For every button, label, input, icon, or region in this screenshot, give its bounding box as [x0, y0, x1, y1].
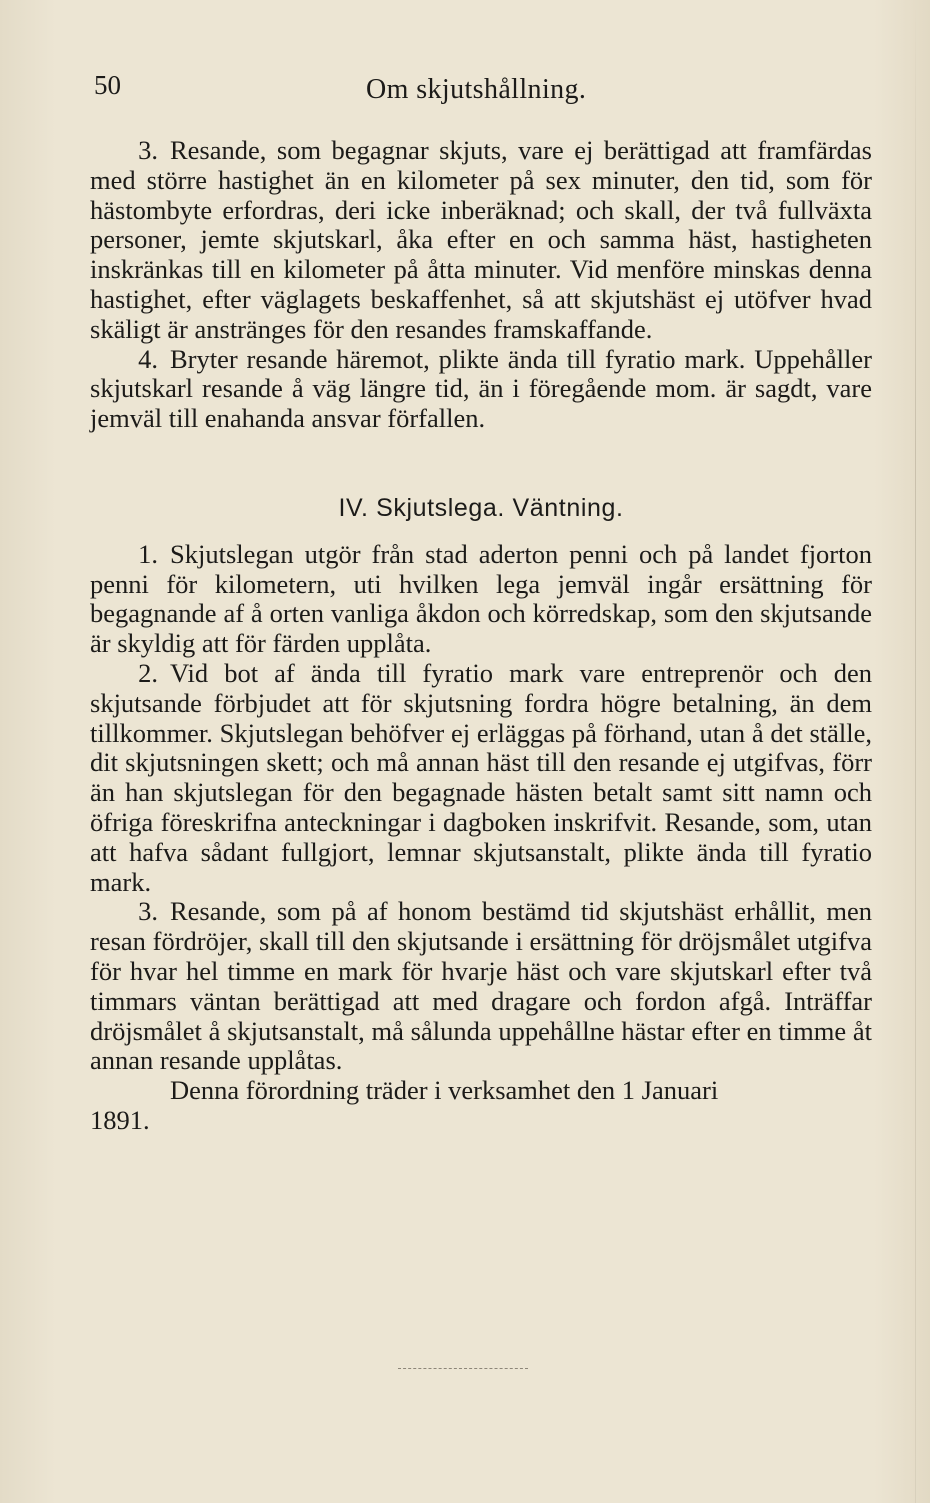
paragraph-number: 3. — [138, 896, 158, 927]
paragraph-iv-1 — [90, 540, 872, 659]
closing-text: Denna förordning träder i verksamhet den 1 Januari — [170, 1075, 719, 1106]
paragraph-number: 1. — [138, 538, 158, 569]
page-number: 50 — [94, 70, 121, 100]
paragraph-number: 4. — [138, 343, 158, 374]
paragraph-iii-3 — [90, 136, 872, 345]
running-title: Om skjutshållning. — [366, 74, 587, 105]
paragraph-iii-4 — [90, 345, 872, 434]
paragraph-number: 3. — [138, 135, 158, 165]
paragraph-text: Resande, som begagnar skjuts, vare ej berättigad att framfärdas med större hastighet än en kilometer på sex minuter, den tid, som för hästombyte erfordras, deri icke inberäknad; och skall, der två fullväxta personer, jemte skjutskarl, åka efter en och samma häst, hastigheten inskränkas till en kilometer på åtta minuter. Vid menföre minskas denna hastighet, efter väglagets beskaffenhet, så att skjutshäst ej utöfver hvad skäligt är anstränges för den resandes framskaffande. — [90, 135, 872, 344]
running-header — [94, 70, 874, 110]
page-body — [90, 136, 872, 1136]
paragraph-text: Vid bot af ända till fyratio mark vare entreprenör och den skjutsande förbjudet att för skjutsning fordra högre betalning, än dem tillkommer. Skjutslegan behöfver ej erläggas på förhand, utan å det ställe, dit skjutsningen skett; och må annan häst till den resande ej utgifvas, förr än han skjutslegan för den begagnade hästen betalt samt sitt namn och öfriga föreskrifna anteckningar i dagboken inskrifvit. Resande, som, utan att hafva sådant fullgjort, lemnar skjutsanstalt, plikte ända till fyratio mark. — [90, 657, 872, 897]
footer-rule — [398, 1368, 528, 1369]
section-heading: IV. Skjutslega. Väntning. — [338, 493, 624, 522]
effective-year: 1891. — [90, 1104, 150, 1135]
page-edge-shadow — [915, 0, 916, 1503]
paragraph-text: Skjutslegan utgör från stad aderton penni och på landet fjorton penni för kilometern, uti hvilken lega jemväl ingår ersättning för begagnande af å orten vanliga åkdon och körredskap, som den skjutsande är skyldig att för färden upplåta. — [90, 538, 872, 659]
closing-paragraph — [90, 1076, 872, 1136]
paragraph-number: 2. — [138, 657, 158, 688]
paragraph-iv-3 — [90, 897, 872, 1076]
paragraph-iv-2 — [90, 659, 872, 897]
paragraph-text: Resande, som på af honom bestämd tid skjutshäst erhållit, men resan fördröjer, skall till den skjutsande i ersättning för dröjsmålet utgifva för hvar hel timme en mark för hvarje häst och vare skjutskarl efter två timmars väntan berättigad att med dragare och fordon afgå. Inträffar dröjsmålet å skjutsanstalt, må sålunda uppehållne hästar efter en timme åt annan resande upplåtas. — [90, 896, 872, 1076]
paragraph-text: Bryter resande häremot, plikte ända till fyratio mark. Uppehåller skjutskarl resande å väg längre tid, än i föregående mom. är sagdt, vare jemväl till enahanda ansvar förfallen. — [90, 343, 872, 434]
